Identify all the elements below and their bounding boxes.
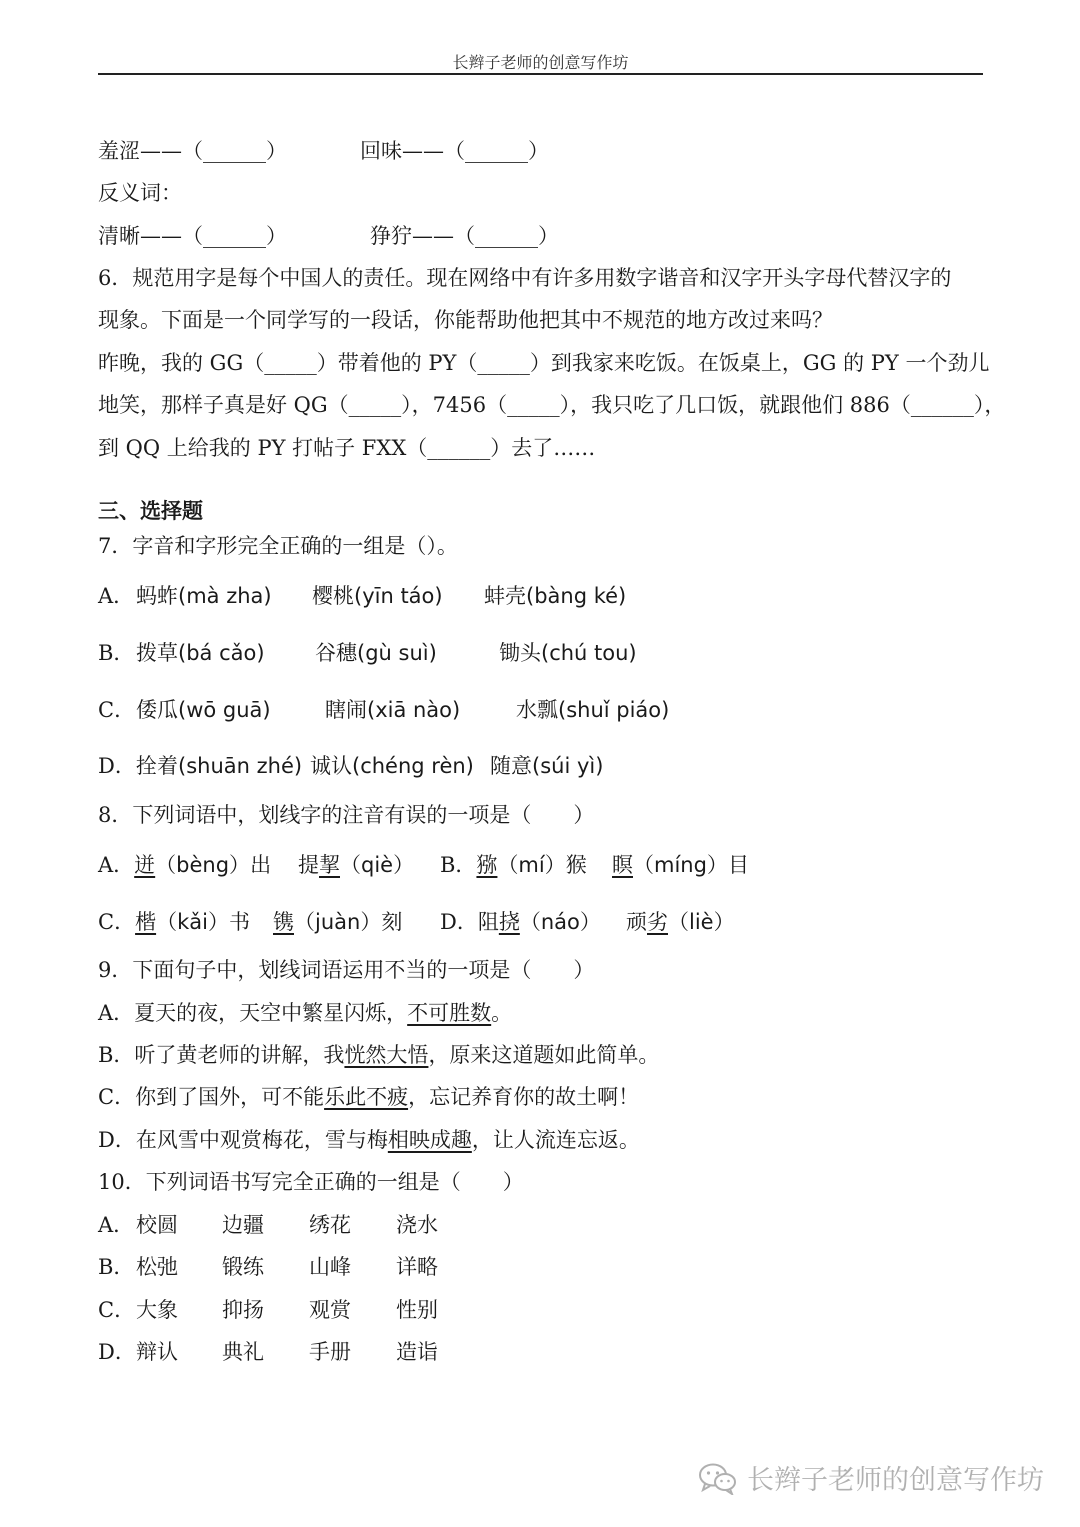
option-text: C．你到了国外，可不能 [98, 1085, 325, 1109]
underlined-phrase: 恍然大悟 [344, 1043, 429, 1067]
option-text: D．在风雪中观赏梅花，雪与梅 [98, 1128, 388, 1152]
option-text: 。 [491, 1001, 513, 1025]
q10-word: 松弛 [136, 1255, 178, 1279]
q10-word: 辩认 [136, 1340, 178, 1364]
q7-option-c-word: 水瓢(shuǐ piáo) [516, 698, 670, 722]
word-rest: 提 [298, 853, 319, 877]
word-rest: 顽 [626, 910, 647, 934]
q8-option-d-word2 [626, 908, 735, 936]
option-text: B．听了黄老师的讲解，我 [98, 1043, 345, 1067]
underlined-phrase: 不可胜数 [407, 1001, 492, 1025]
option-label: A． [98, 853, 135, 877]
option-text: ，忘记养育你的故土啊！ [408, 1085, 640, 1109]
q8-option-a-word2 [298, 851, 414, 879]
q10-option-b-label: B． [98, 1255, 135, 1279]
word-rest: 阻 [477, 910, 499, 934]
q6-line: 昨晚，我的 GG（_____）带着他的 PY（_____）到我家来吃饭。在饭桌上，GG 的 PY 一个劲儿 [98, 351, 990, 375]
word-rest: 目 [727, 853, 749, 877]
word-rest: 书 [228, 910, 250, 934]
watermark-text: 长辫子老师的创意写作坊 [747, 1465, 1044, 1496]
q6-line: 到 QQ 上给我的 PY 打帖子 FXX（______）去了…… [98, 436, 596, 460]
option-label: B． [440, 853, 477, 877]
pinyin: （bèng） [155, 853, 251, 877]
q10-word: 典礼 [222, 1340, 264, 1364]
q9-option-a [98, 999, 512, 1027]
q10-word: 边疆 [222, 1213, 264, 1237]
q10-stem: 10．下列词语书写完全正确的一组是（ ） [98, 1170, 524, 1194]
q10-word: 抑扬 [222, 1298, 264, 1322]
q7-option-b-word: 拨草(bá cǎo) [136, 641, 265, 665]
word-rest: 出 [250, 853, 272, 877]
q6-line: 现象。下面是一个同学写的一段话，你能帮助他把其中不规范的地方改过来吗？ [98, 308, 833, 332]
q7-option-b-label: B． [98, 641, 135, 665]
option-text: ，原来这道题如此简单。 [428, 1043, 660, 1067]
q7-option-d-word: 拴着(shuān zhé) [136, 754, 303, 778]
q9-option-b [98, 1041, 659, 1069]
q7-option-c-word: 倭瓜(wō guā) [136, 698, 271, 722]
q8-stem: 8．下列词语中，划线字的注音有误的一项是（ ） [98, 803, 595, 827]
q9-option-d [98, 1126, 640, 1154]
q6-line: 地笑，那样子真是好 QG（_____），7456（_____），我只吃了几口饭，就跟他们 886（______）， [98, 393, 1006, 417]
word-rest: 猴 [565, 853, 587, 877]
option-label: D． [440, 910, 478, 934]
q10-option-d-label: D． [98, 1340, 136, 1364]
underlined-char: 镌 [273, 910, 294, 934]
q7-option-a-word: 蚂蚱(mà zha) [136, 584, 272, 608]
pinyin: （liè） [668, 910, 735, 934]
q8-option-b-word2 [612, 851, 749, 879]
underlined-char: 挈 [319, 853, 340, 877]
page-header: 长辫子老师的创意写作坊 [452, 53, 629, 72]
q7-stem: 7．字音和字形完全正确的一组是（）。 [98, 534, 458, 558]
underlined-char: 迸 [134, 853, 156, 877]
pinyin: （qiè） [340, 853, 415, 877]
q10-word: 山峰 [309, 1255, 351, 1279]
underlined-char: 楷 [135, 910, 157, 934]
q7-option-a-word: 蚌壳(bàng ké) [484, 584, 627, 608]
underlined-phrase: 乐此不疲 [324, 1085, 409, 1109]
q10-word: 校圆 [136, 1213, 178, 1237]
q10-word: 手册 [309, 1340, 351, 1364]
q7-option-a-label: A． [98, 584, 135, 608]
q7-option-c-label: C． [98, 698, 136, 722]
section-title: 三、选择题 [98, 498, 203, 523]
q10-word: 浇水 [396, 1213, 438, 1237]
q8-option-c [98, 908, 250, 936]
synonym-item-2: 回味——（______） [360, 139, 549, 163]
wechat-icon [697, 1461, 737, 1495]
q9-option-c [98, 1083, 639, 1111]
option-text: A．夏天的夜，天空中繁星闪烁， [98, 1001, 408, 1025]
watermark [697, 1458, 1044, 1497]
q7-option-b-word: 锄头(chú tou) [499, 641, 637, 665]
q8-option-d [440, 908, 601, 936]
pinyin: （mí） [497, 853, 566, 877]
q6-line: 6．规范用字是每个中国人的责任。现在网络中有许多用数字谐音和汉字开头字母代替汉字的 [98, 266, 952, 290]
pinyin: （kǎi） [156, 910, 229, 934]
q7-option-a-word: 樱桃(yīn táo) [312, 584, 443, 608]
q8-option-b [440, 851, 587, 879]
pinyin: （náo） [519, 910, 601, 934]
antonym-item-1: 清晰——（______） [98, 224, 287, 248]
underlined-char: 挠 [498, 910, 520, 934]
pinyin: （míng） [633, 853, 728, 877]
q7-option-d-label: D． [98, 754, 136, 778]
option-label: C． [98, 910, 136, 934]
q8-option-c-word2 [273, 908, 402, 936]
antonym-item-2: 狰狞——（______） [370, 224, 559, 248]
q7-option-d-word: 诚认(chéng rèn) [310, 754, 474, 778]
underlined-phrase: 相映成趣 [387, 1128, 472, 1152]
q7-option-b-word: 谷穗(gù suì) [315, 641, 437, 665]
option-text: ，让人流连忘返。 [471, 1128, 640, 1152]
q8-option-a [98, 851, 271, 879]
q7-option-d-word: 随意(súi yì) [490, 754, 604, 778]
q10-word: 详略 [396, 1255, 438, 1279]
synonym-item-1: 羞涩——（______） [98, 139, 287, 163]
q10-option-a-label: A． [98, 1213, 135, 1237]
underlined-char: 瞑 [612, 853, 633, 877]
underlined-char: 猕 [476, 853, 498, 877]
pinyin: （juàn） [294, 910, 382, 934]
q10-word: 性别 [396, 1298, 438, 1322]
header-divider [98, 73, 983, 75]
q10-word: 大象 [136, 1298, 178, 1322]
q10-option-c-label: C． [98, 1298, 136, 1322]
q9-stem: 9．下面句子中，划线词语运用不当的一项是（ ） [98, 958, 595, 982]
q10-word: 观赏 [309, 1298, 351, 1322]
word-rest: 刻 [381, 910, 403, 934]
q10-word: 锻练 [222, 1255, 264, 1279]
q7-option-c-word: 瞎闹(xiā nào) [325, 698, 461, 722]
q10-word: 绣花 [309, 1213, 351, 1237]
q10-word: 造诣 [396, 1340, 438, 1364]
antonym-label: 反义词： [98, 181, 182, 205]
underlined-char: 劣 [647, 910, 668, 934]
